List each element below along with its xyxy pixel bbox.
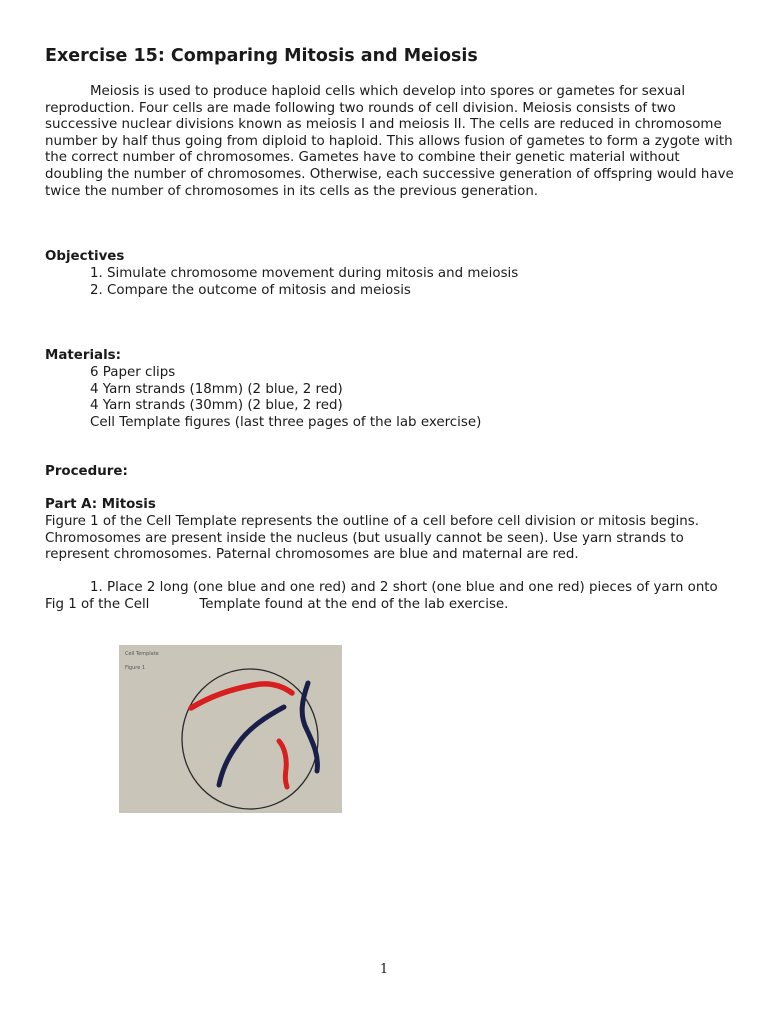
objectives-list — [90, 266, 518, 299]
list-item: 4 Yarn strands (18mm) (2 blue, 2 red) — [90, 381, 343, 397]
part-a-heading: Part A: Mitosis — [45, 497, 156, 512]
step-1-text — [45, 580, 735, 613]
materials-list — [90, 365, 481, 431]
intro-paragraph: Meiosis is used to produce haploid cells which develop into spores or gametes for sexual reproduction. Four cells are made following two rounds of cell division. Meiosis consists of two successive nuclear divisions known as meiosis I and meiosis II. The cells are reduced in chromosome number by half thus going from diploid to haploid. This allows fusion of gametes to form a zygote with the correct number of chromosomes. Gametes have to combine their genetic material without doubling the number of chromosomes. Otherwise, each successive generation of offspring would have twice the number of chromosomes in its cells as the previous generation. — [45, 84, 734, 199]
list-item: 1. Simulate chromosome movement during mitosis and meiosis — [90, 266, 519, 281]
procedure-heading: Procedure: — [45, 464, 128, 479]
step-1-line-a: 1. Place 2 long (one blue and one red) and 2 short (one blue and one red) pieces of yarn onto Fig 1 of the Cell — [45, 580, 718, 612]
photo-label-figure: Figure 1 — [125, 665, 146, 671]
page-number: 1 — [379, 962, 389, 977]
step-1-line-b: Template found at the end of the lab exercise. — [199, 596, 509, 612]
objectives-heading: Objectives — [45, 249, 125, 264]
materials-heading: Materials: — [45, 348, 121, 363]
list-item: 6 Paper clips — [90, 365, 176, 380]
cell-template-photo — [119, 645, 342, 813]
list-item: Cell Template figures (last three pages of the lab exercise) — [90, 414, 482, 430]
list-item: 4 Yarn strands (30mm) (2 blue, 2 red) — [90, 398, 343, 414]
part-a-paragraph: Figure 1 of the Cell Template represents the outline of a cell before cell division or mitosis begins. Chromosomes are present inside the nucleus (but usually cannot be seen). Use yarn strands to represent chromosomes. Paternal chromosomes are blue and maternal are red. — [45, 514, 699, 563]
photo-label-template: Cell Template — [125, 651, 159, 657]
list-item: 2. Compare the outcome of mitosis and meiosis — [90, 282, 411, 298]
page-title: Exercise 15: Comparing Mitosis and Meiosis — [45, 46, 478, 66]
